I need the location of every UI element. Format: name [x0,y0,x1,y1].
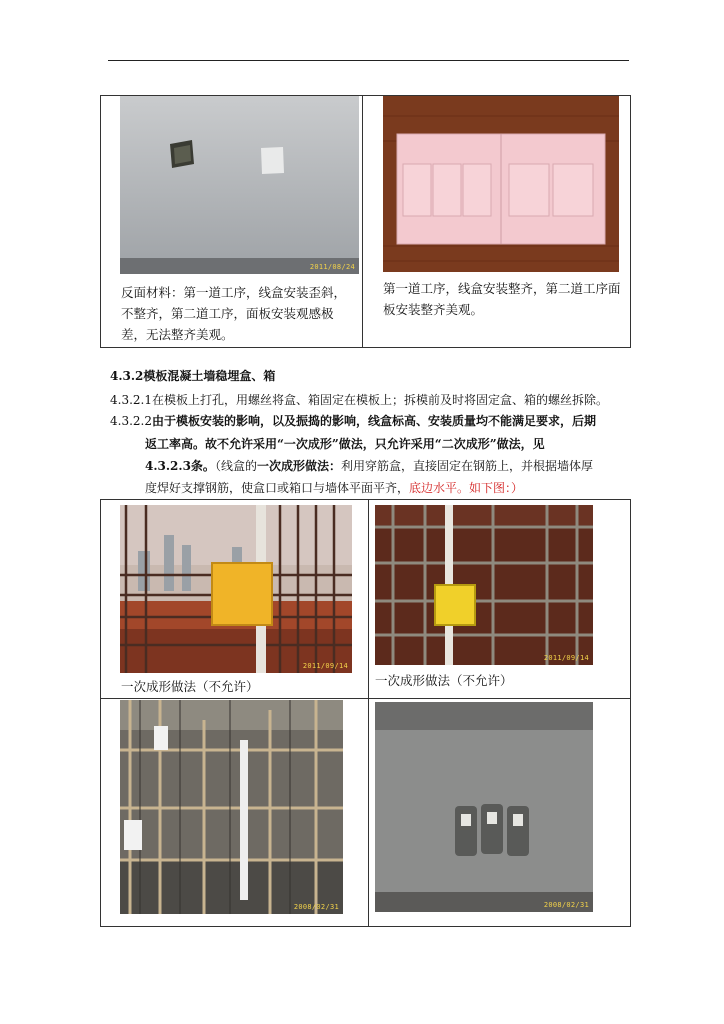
photo-cell-rebar-2 [368,500,630,699]
photo-cell-concrete-wall [368,699,630,927]
photo-scaffold [120,700,343,914]
bold-ref: 4.3.2.3条。 [145,459,215,473]
paragraph-4-3-2-2-line4 [145,478,523,498]
text-span: （线盒的 [214,459,257,473]
photo-date-stamp: 2011/08/24 [309,263,355,271]
photo-cell-scaffold [101,699,369,927]
text-span: 度焊好支撑钢筋，使盒口或箱口与墙体平面平齐， [145,481,410,495]
paragraph-4-3-2-2-line1 [110,411,596,431]
photo-date-stamp: 2011/09/14 [302,662,348,670]
photo-switch-panels [383,96,619,272]
photo-date-stamp: 2011/09/14 [543,654,589,662]
photo-table-2 [100,499,631,927]
photo-concrete-wall-boxes [375,702,593,912]
caption-good-install: 第一道工序，线盒安装整齐，第二道工序面板安装整齐美观。 [383,281,621,317]
photo-cell-bad-install [101,96,363,348]
photo-cell-rebar-1 [101,500,369,699]
photo-date-stamp: 2008/02/31 [293,903,339,911]
clause-number: 4.3.2.2 [110,414,152,428]
header-rule [108,60,629,61]
section-heading: 4.3.2模板混凝土墙稳埋盒、箱 [110,369,276,383]
caption-rebar-2: 一次成形做法（不允许） [374,673,513,688]
paragraph-4-3-2-2-line2: 返工率高。故不允许采用“一次成形”做法，只允许采用“二次成形”做法，见 [145,437,545,451]
photo-date-stamp: 2008/02/31 [543,901,589,909]
photo-wall-crooked-box [120,96,359,274]
red-text: 底边水平。如下图：） [409,481,524,495]
photo-rebar-box-1 [120,505,352,673]
photo-rebar-box-2 [375,505,593,665]
paragraph-4-3-2-2-line3 [145,456,593,476]
caption-bad-install: 反面材料：第一道工序，线盒安装歪斜，不整齐，第二道工序，面板安装观感极差，无法整齐美观。 [121,285,347,342]
photo-cell-good-install [363,96,631,348]
photo-table-1 [100,95,631,348]
text-span: 利用穿筋盒，直接固定在钢筋上，并根据墙体厚 [340,459,593,473]
bold-text: 由于模板安装的影响，以及振捣的影响，线盒标高、安装质量均不能满足要求，后期 [151,414,596,428]
caption-rebar-1: 一次成形做法（不允许） [121,679,259,694]
bold-term: 一次成形做法： [256,459,341,473]
paragraph-4-3-2-1: 4.3.2.1在模板上打孔，用螺丝将盒、箱固定在模板上；拆模前及时将固定盒、箱的螺丝拆除。 [110,393,608,407]
